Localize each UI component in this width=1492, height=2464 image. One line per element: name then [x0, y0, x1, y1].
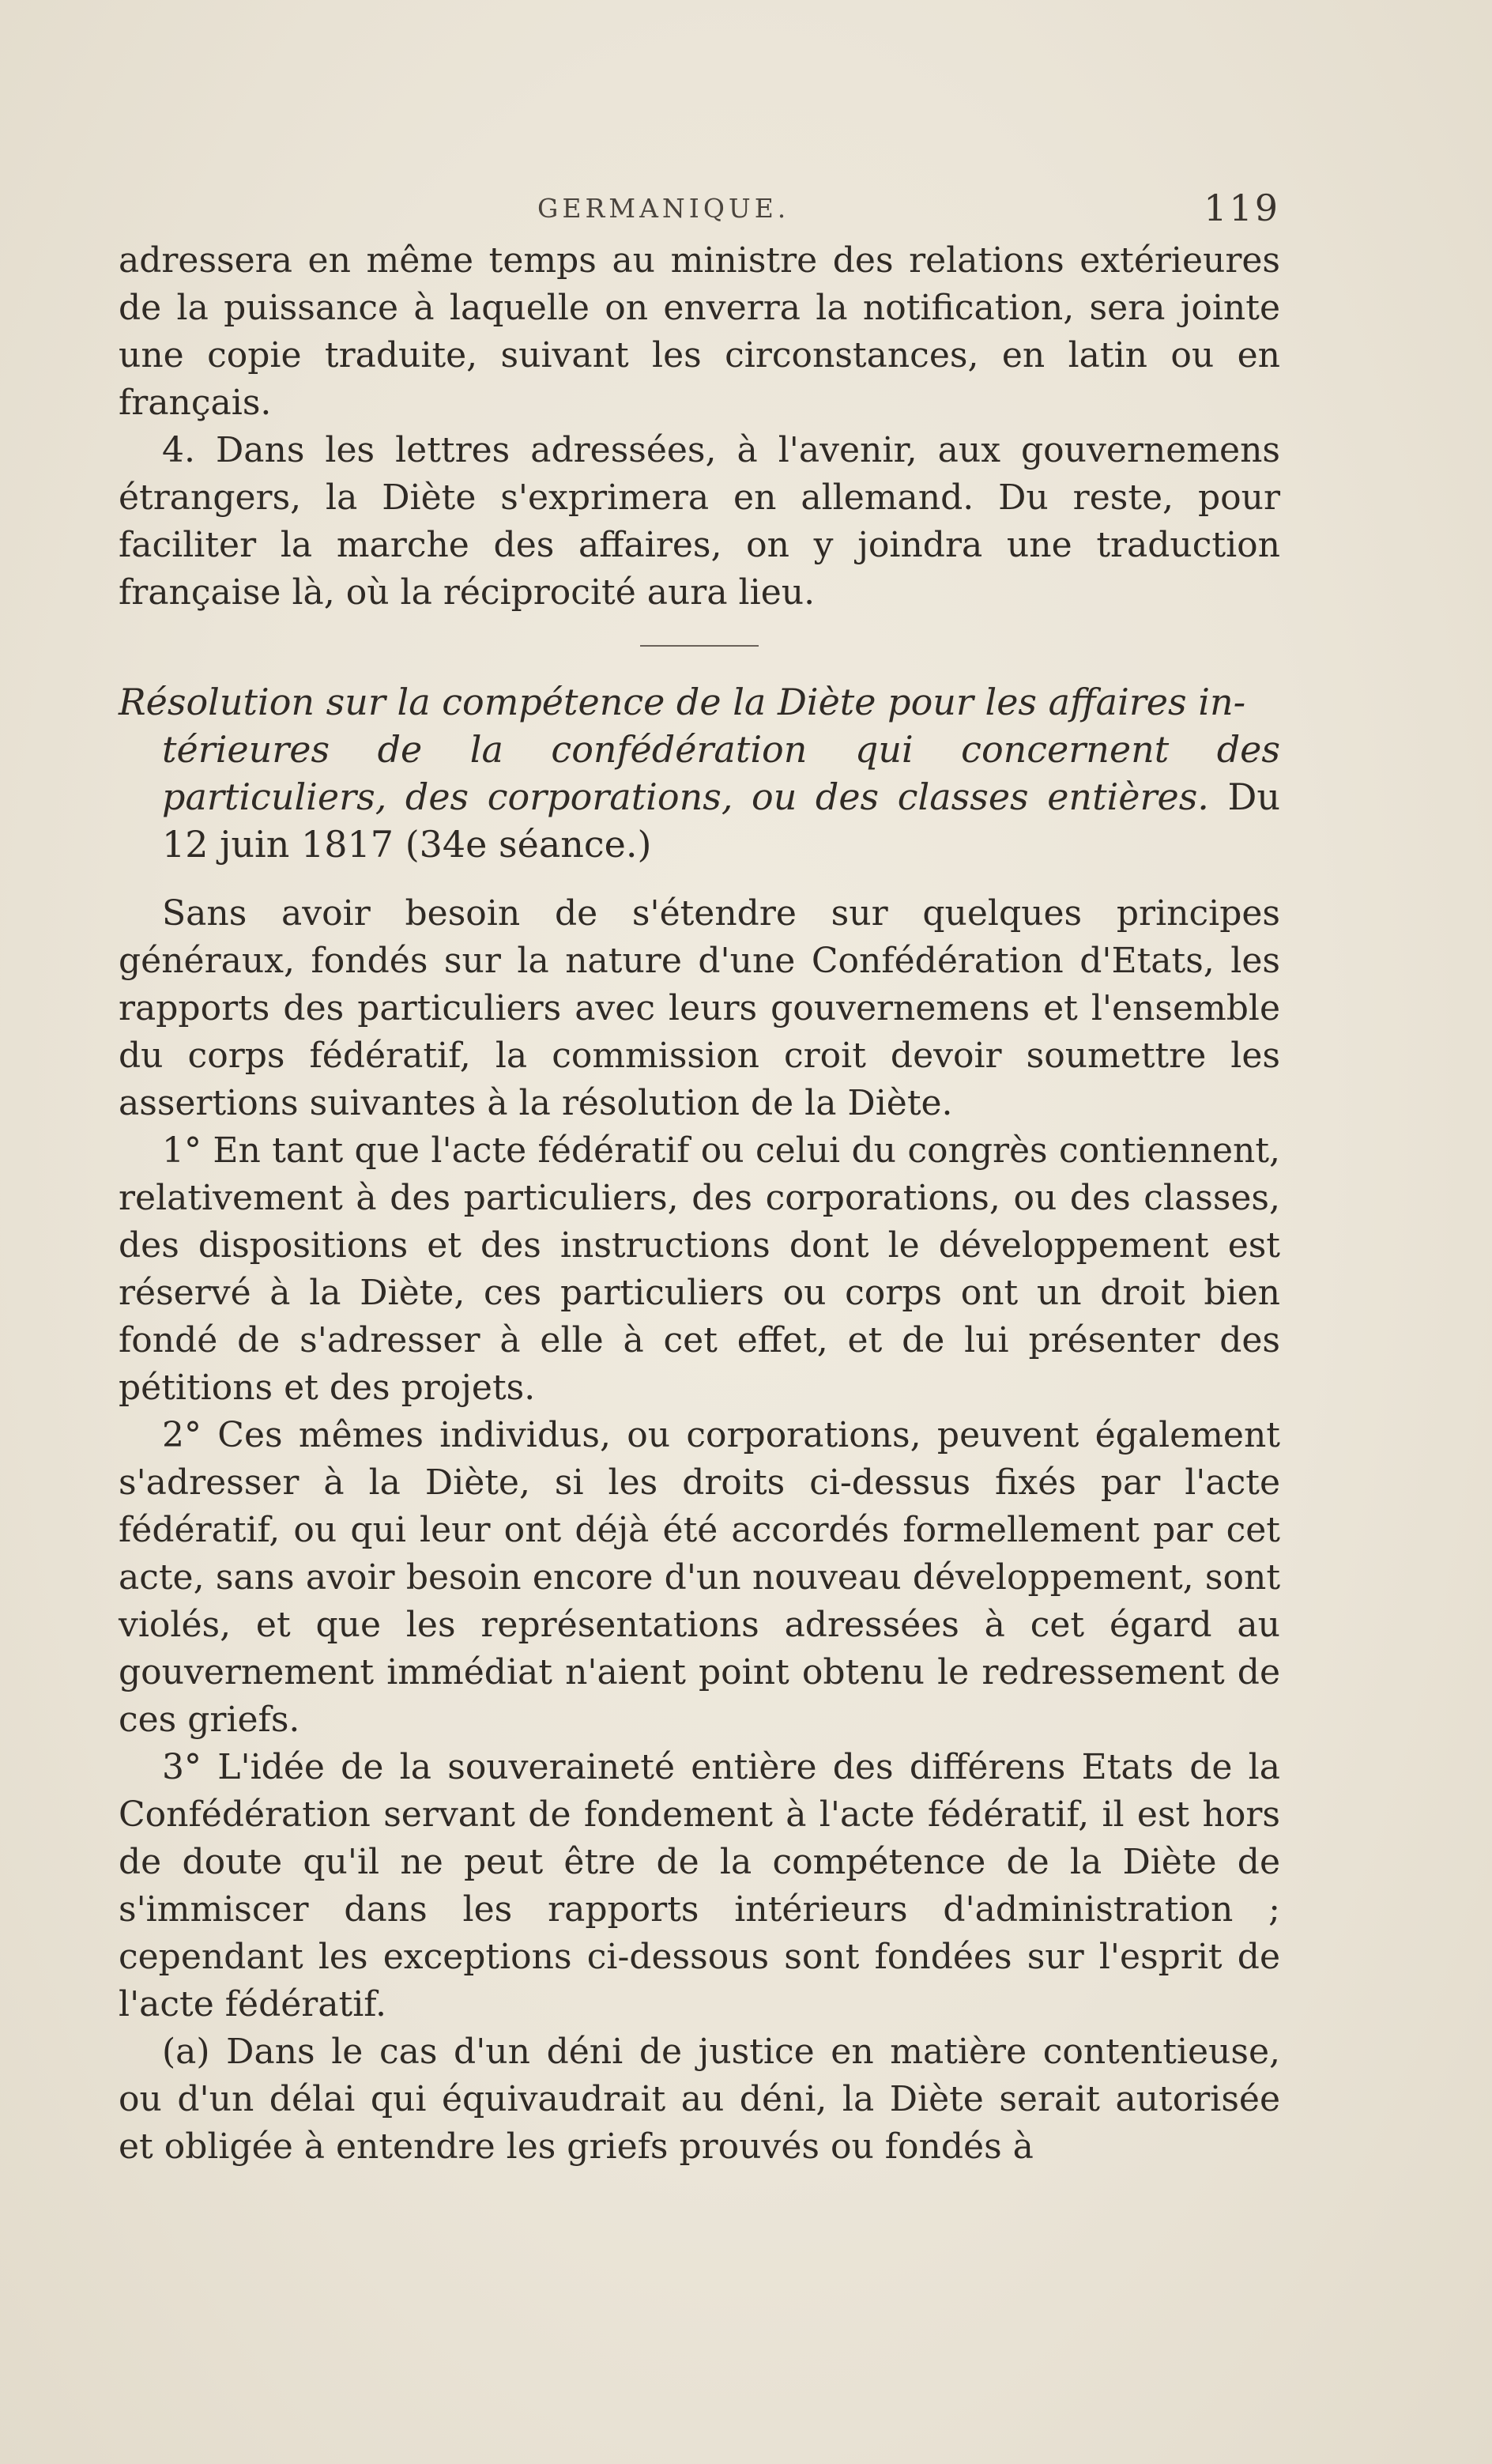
paragraph-point-3: 3° L'idée de la souveraineté entière des différens Etats de la Confédération servant de fondement à l'acte fédératif, il est hors de doute qu'il ne peut être de la compétence de la Diète de s'immiscer dans les rapports intérieurs d'administration ; cependant les exceptions ci-dessous sont fondées sur l'esprit de l'acte fédératif.: [119, 1747, 1280, 2024]
section-date: Du 12 juin 1817 (34e séance.): [162, 775, 1281, 866]
paragraph-intro: Sans avoir besoin de s'étendre sur quelques principes généraux, fondés sur la nature d'une Confédération d'Etats, les rapports des particuliers avec leurs gouvernemens et l'ensemble du corps fédératif, la commission croit devoir soumettre les assertions suivantes à la résolution de la Diète.: [119, 893, 1280, 1123]
running-head: GERMANIQUE.: [537, 193, 790, 224]
section-title-continuation: [119, 726, 1280, 868]
paragraph-point-2: 2° Ces mêmes individus, ou corporations, peuvent également s'adresser à la Diète, si les droits ci-dessus fixés par l'acte fédératif, ou qui leur ont déjà été accordés formellement par cet acte, sans avoir besoin encore d'un nouveau développement, sont violés, et que les représentations adressées à cet égard au gouvernement immédiat n'aient point obtenu le redressement de ces griefs.: [119, 1415, 1280, 1740]
section-heading: [119, 678, 1280, 868]
paragraph-point-a: (a) Dans le cas d'un déni de justice en matière contentieuse, ou d'un délai qui équivaudrait au déni, la Diète serait autorisée et obligée à entendre les griefs prouvés ou fondés à: [119, 2032, 1280, 2167]
section-title-lead: Résolution sur la compétence de la Diète pour les affaires in-: [119, 681, 1246, 723]
section-body: [119, 890, 1280, 2171]
paragraph-continued: adressera en même temps au ministre des relations extérieures de la puissance à laquelle on enverra la notification, sera jointe une copie traduite, suivant les circonstances, en latin ou en français.: [119, 240, 1280, 423]
page-number: 119: [1204, 187, 1280, 229]
section-title-rest: térieures de la confédération qui concernent des particuliers, des corporations, ou des classes entières.: [162, 728, 1280, 818]
section-divider: [640, 645, 759, 647]
paragraph-point-1: 1° En tant que l'acte fédératif ou celui du congrès contiennent, relativement à des particuliers, des corporations, ou des classes, des dispositions et des instructions dont le développement est réservé à la Diète, ces particuliers ou corps ont un droit bien fondé de s'adresser à elle à cet effet, et de lui présenter des pétitions et des projets.: [119, 1130, 1280, 1408]
paragraph-article-4: 4. Dans les lettres adressées, à l'avenir, aux gouvernemens étrangers, la Diète s'exprimera en allemand. Du reste, pour faciliter la marche des affaires, on y joindra une traduction française là, où la réciprocité aura lieu.: [119, 430, 1280, 613]
page-header: [119, 187, 1280, 234]
page-text: [119, 237, 1280, 2171]
